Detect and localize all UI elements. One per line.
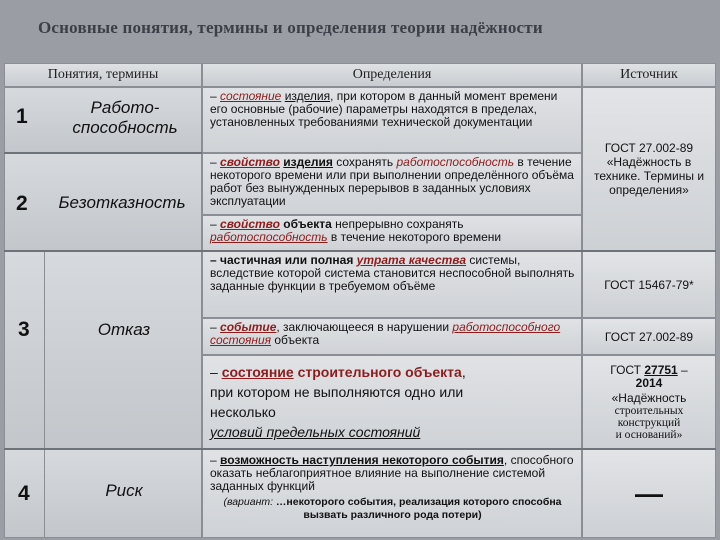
variant-label: (вариант: bbox=[223, 496, 274, 508]
row-number-3: 3 bbox=[18, 318, 30, 341]
definition-reference: работоспособность bbox=[210, 230, 328, 244]
term-line-1: Работо- bbox=[90, 98, 160, 117]
source-2 bbox=[582, 251, 716, 318]
definition-keyword: возможность наступления некоторого события bbox=[220, 453, 504, 467]
header-definitions bbox=[202, 63, 582, 87]
definition-4 bbox=[202, 449, 582, 538]
source-gost-27002: ГОСТ 27.002-89 «Надёжность в технике. Термины и определения» bbox=[593, 141, 705, 197]
definition-comma: , bbox=[461, 364, 466, 380]
definition-mid: сохранять bbox=[332, 155, 397, 169]
dash: – bbox=[210, 217, 217, 231]
definition-2b bbox=[202, 215, 582, 251]
definition-keyword: свойство bbox=[220, 217, 280, 231]
definition-1 bbox=[202, 87, 582, 153]
header-source bbox=[582, 63, 716, 87]
definition-variant bbox=[210, 496, 575, 522]
definition-line-1 bbox=[210, 362, 575, 382]
source-none-dash: — bbox=[635, 477, 663, 509]
source-4 bbox=[582, 355, 716, 449]
source-4-line-3: «Надёжность bbox=[611, 390, 687, 405]
row-separator-3 bbox=[4, 448, 716, 450]
source-3 bbox=[582, 318, 716, 355]
page-title: Основные понятия, термины и определения теории надёжности bbox=[38, 18, 543, 37]
definition-line-4: условий предельных состояний bbox=[210, 424, 421, 440]
definition-line-3: несколько bbox=[210, 404, 276, 420]
definition-mid: непрерывно сохранять bbox=[331, 217, 464, 231]
definition-object: изделия bbox=[284, 89, 331, 103]
definition-keyword: состояние bbox=[221, 364, 294, 380]
definition-3a bbox=[202, 251, 582, 318]
dash: – bbox=[210, 364, 218, 380]
definition-reference: работоспособного состояния bbox=[210, 320, 561, 347]
definition-object: изделия bbox=[283, 155, 333, 169]
row-number-4: 4 bbox=[18, 482, 30, 505]
term-bezotkaznost: Безотказность bbox=[58, 193, 186, 212]
source-gost-prefix: ГОСТ bbox=[610, 362, 645, 377]
definition-keyword: событие bbox=[220, 320, 277, 334]
term-cell-3 bbox=[4, 251, 202, 449]
definition-3b bbox=[202, 318, 582, 355]
definition-object: объекта bbox=[283, 217, 332, 231]
source-4-line-5: конструкций bbox=[617, 416, 681, 429]
definition-text: объекта bbox=[271, 333, 320, 347]
source-4-line-1 bbox=[610, 364, 687, 377]
definition-mid: , заключающееся в нарушении bbox=[276, 320, 453, 334]
definition-reference: работоспособность bbox=[396, 155, 515, 169]
definition-keyword: состояние bbox=[220, 89, 282, 103]
variant-text: …некоторого события, реализация которого способна вызвать различного рода потери) bbox=[273, 496, 562, 521]
definition-text: способного оказать неблагоприятное влияние на выполнение системой заданных функций bbox=[210, 453, 574, 493]
definition-text: в течение некоторого времени или при выполнении определённого объёма работ без вынужденных перерывов в заданных условиях эксплуатации bbox=[210, 155, 574, 208]
source-gost-27002-b: ГОСТ 27.002-89 bbox=[604, 329, 694, 344]
definition-keyword: свойство bbox=[220, 155, 280, 169]
row-number-1: 1 bbox=[16, 105, 28, 128]
source-gost-dash: – bbox=[677, 362, 688, 377]
source-gost-number: 27751 bbox=[644, 362, 678, 377]
row-number-2: 2 bbox=[16, 192, 28, 215]
definition-keyword: утрата качества bbox=[356, 253, 467, 267]
number-column-divider bbox=[44, 251, 45, 538]
dash: – bbox=[210, 155, 217, 169]
definition-comma: , bbox=[503, 453, 508, 467]
header-source-label: Источник bbox=[620, 67, 678, 82]
source-4-line-4: строительных bbox=[614, 404, 684, 417]
definition-lead: – частичная или полная bbox=[210, 253, 357, 267]
definition-3c bbox=[202, 355, 582, 449]
definition-text: , при котором в данный момент времени его основные (рабочие) параметры находятся в пределах, установленных требованиями технической документации bbox=[210, 89, 558, 129]
definition-text: системы, вследствие которой система становится неспособной выполнять заданные функции в требуемом объёме bbox=[210, 253, 575, 293]
header-definitions-label: Определения bbox=[352, 67, 432, 82]
header-terms bbox=[4, 63, 202, 87]
term-otkaz: Отказ bbox=[97, 320, 151, 339]
definition-object: строительного объекта bbox=[293, 364, 462, 380]
source-4-line-2: 2014 bbox=[635, 375, 663, 390]
row-separator-2 bbox=[4, 250, 716, 252]
source-1 bbox=[582, 87, 716, 251]
row-separator-1 bbox=[4, 152, 202, 154]
dash: – bbox=[210, 453, 217, 467]
source-gost-15467: ГОСТ 15467-79* bbox=[604, 277, 694, 292]
definition-line-2: при котором не выполняются одно или bbox=[210, 384, 464, 400]
term-rabotosposobnost bbox=[50, 98, 200, 138]
header-terms-label: Понятия, термины bbox=[47, 67, 159, 82]
term-line-2: способность bbox=[72, 118, 178, 137]
source-5 bbox=[582, 449, 716, 538]
dash: – bbox=[210, 89, 217, 103]
term-risk: Риск bbox=[105, 481, 143, 500]
dash: – bbox=[210, 320, 217, 334]
source-4-line-6: и оснований» bbox=[615, 428, 683, 441]
definition-2a bbox=[202, 153, 582, 215]
definition-text: в течение некоторого времени bbox=[327, 230, 502, 244]
